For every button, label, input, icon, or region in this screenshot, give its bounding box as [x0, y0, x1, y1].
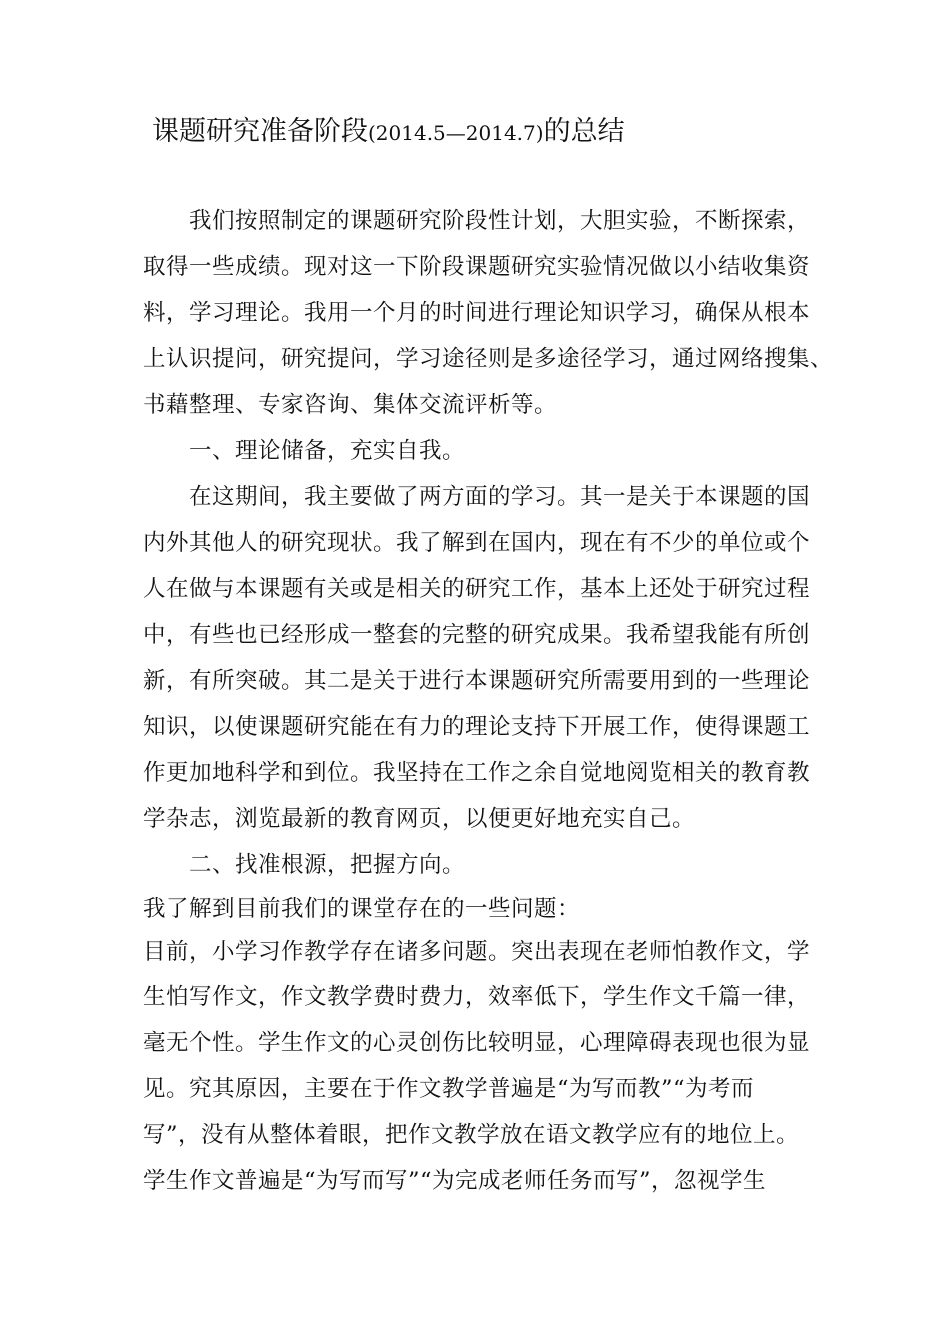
- title-end: 的总结: [543, 116, 625, 147]
- paragraph-line: 目前，小学习作教学存在诸多问题。突出表现在老师怕教作文，学: [143, 939, 811, 965]
- paragraph-line: 生怕写作文，作文教学费时费力，效率低下，学生作文千篇一律，: [143, 984, 811, 1010]
- section-heading: 二、找准根源，把握方向。: [189, 852, 466, 878]
- paragraph-line: 学杂志，浏览最新的教育网页，以便更好地充实自己。: [143, 806, 696, 832]
- paragraph-line: 学生作文普遍是“为写而写”“为完成老师任务而写”，忽视学生: [143, 1168, 767, 1194]
- title-dates: (2014.5—2014.7): [368, 121, 544, 145]
- paragraph-line: 知识，以使课题研究能在有力的理论支持下开展工作，使得课题工: [143, 714, 811, 740]
- paragraph-line: [143, 1204, 833, 1250]
- paragraph-line: 毫无个性。学生作文的心灵创伤比较明显，心理障碍表现也很为显: [143, 1030, 811, 1056]
- paragraph-line: 取得一些成绩。现对这一下阶段课题研究实验情况做以小结收集资: [143, 254, 811, 280]
- paragraph-line: 料，学习理论。我用一个月的时间进行理论知识学习，确保从根本: [143, 300, 811, 326]
- paragraph-line: 作更加地科学和到位。我坚持在工作之余自觉地阅览相关的教育教: [143, 760, 811, 786]
- paragraph-line: 我们按照制定的课题研究阶段性计划，大胆实验，不断探索，: [189, 208, 811, 234]
- paragraph-line: 中，有些也已经形成一整套的完整的研究成果。我希望我能有所创: [143, 622, 811, 648]
- paragraph-line: 写”，没有从整体着眼，把作文教学放在语文教学应有的地位上。: [143, 1122, 800, 1148]
- paragraph-line: 我了解到目前我们的课堂存在的一些问题：: [143, 896, 581, 922]
- paragraph-line: 书藉整理、专家咨询、集体交流评析等。: [143, 392, 558, 418]
- section-heading: 一、理论储备，充实自我。: [189, 438, 466, 464]
- document-body: [143, 198, 833, 1250]
- paragraph-line: 新，有所突破。其二是关于进行本课题研究所需要用到的一些理论: [143, 668, 811, 694]
- title-main: 课题研究准备阶段: [152, 116, 368, 147]
- paragraph-line: 人在做与本课题有关或是相关的研究工作，基本上还处于研究过程: [143, 576, 811, 602]
- paragraph-line: 上认识提问，研究提问，学习途径则是多途径学习，通过网络搜集、: [143, 346, 834, 372]
- paragraph-line: 内外其他人的研究现状。我了解到在国内，现在有不少的单位或个: [143, 530, 811, 556]
- document-title: [152, 112, 625, 153]
- paragraph-line: 见。究其原因，主要在于作文教学普遍是“为写而教”“为考而: [143, 1076, 755, 1102]
- paragraph-line: 在这期间，我主要做了两方面的学习。其一是关于本课题的国: [189, 484, 811, 510]
